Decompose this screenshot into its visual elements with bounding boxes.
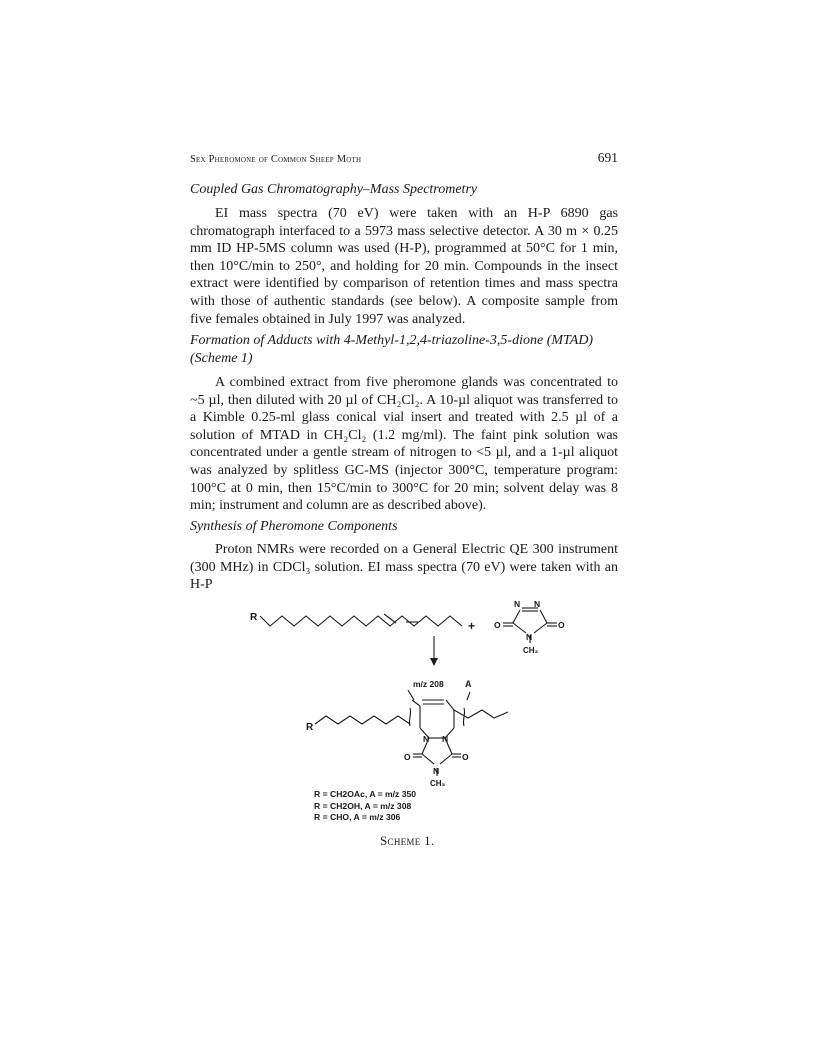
- scheme-caption: Scheme 1.: [380, 833, 435, 848]
- running-title: Sex Pheromone of Common Sheep Moth: [190, 154, 362, 165]
- product-n4-label: N: [433, 766, 440, 776]
- fragment-pointer-left: [408, 690, 414, 700]
- scheme-legend: [314, 789, 416, 824]
- fragment-wavy-left: [409, 708, 410, 726]
- fragment-a-label: A: [465, 679, 472, 689]
- mtad-n4-label: N: [526, 632, 533, 642]
- plus-sign: +: [468, 619, 476, 633]
- mtad-o2-label: O: [558, 620, 565, 630]
- product-ring: [412, 700, 461, 776]
- section-heading-synthesis: Synthesis of Pheromone Components: [190, 519, 398, 534]
- legend-line: R = CH2OH, A = m/z 308: [314, 800, 412, 811]
- product-o2-label: O: [462, 752, 469, 762]
- section-heading-gcms: Coupled Gas Chromatography–Mass Spectrometry: [190, 182, 478, 197]
- paragraph-gcms: EI mass spectra (70 eV) were taken with an H-P 6890 gas chromatograph interfaced to a 5973 mass selective detector. A 30 m × 0.25 mm ID HP-5MS column was used (H-P), programmed at 50°C for 1 min, then 10°C/min to 250°, and holding for 20 min. Compounds in the insect extract were identified by comparison of retention times and mass spectra with those of authentic standards (see below). A composite sample from five females obtained in July 1997 was analyzed.: [190, 206, 618, 327]
- product-r-label: R: [306, 722, 314, 733]
- mtad-n2-label: N: [534, 599, 541, 609]
- section-heading-mtad-line1: Formation of Adducts with 4-Methyl-1,2,4-triazoline-3,5-dione (MTAD): [190, 333, 594, 348]
- fragment-pointer-right: [467, 692, 470, 700]
- product-ch3-label: CH₃: [430, 779, 446, 788]
- reactant-r-label: R: [250, 612, 258, 623]
- reactant-double-bond-1: [384, 614, 396, 623]
- mtad-o1-label: O: [494, 620, 501, 630]
- product-chain: [315, 716, 410, 724]
- reaction-arrow-head: [430, 658, 438, 666]
- product-o1-label: O: [404, 752, 411, 762]
- product-tail: [454, 710, 508, 718]
- paragraph-mtad: A combined extract from five pheromone glands was concentrated to ~5 µl, then diluted with 20 µl of CH₂Cl₂. A 10-µl aliquot was transferred to a Kimble 0.25-ml glass conical vial insert and treated with 2.5 µl of a solution of MTAD in CH₂Cl₂ (1.2 mg/ml). The faint pink solution was concentrated under a gentle stream of nitrogen to <5 µl, and a 1-µl aliquot was analyzed by splitless GC-MS (injector 300°C, temperature program: 100°C at 0 min, then 15°C/min to 300°C for 20 min; solvent delay was 8 min; instrument and column are as described above).: [190, 375, 618, 514]
- fragment-mz-label: m/z 208: [413, 679, 444, 689]
- fragment-wavy-right: [463, 708, 464, 726]
- mtad-ch3-label: CH₃: [523, 646, 539, 655]
- reactant-chain: [260, 616, 462, 626]
- mtad-n1-label: N: [514, 599, 521, 609]
- product-n1-label: N: [423, 734, 430, 744]
- running-header: [190, 150, 618, 166]
- legend-line: R = CHO, A = m/z 306: [314, 812, 401, 822]
- product-n2-label: N: [442, 734, 449, 744]
- paragraph-synthesis: Proton NMRs were recorded on a General Electric QE 300 instrument (300 MHz) in CDCl₃ solution. EI mass spectra (70 eV) were taken with an H-P: [190, 542, 618, 593]
- page-number: 691: [597, 150, 618, 165]
- section-heading-mtad-line2: (Scheme 1): [190, 351, 253, 366]
- legend-line: R = CH2OAc, A = m/z 350: [314, 789, 417, 799]
